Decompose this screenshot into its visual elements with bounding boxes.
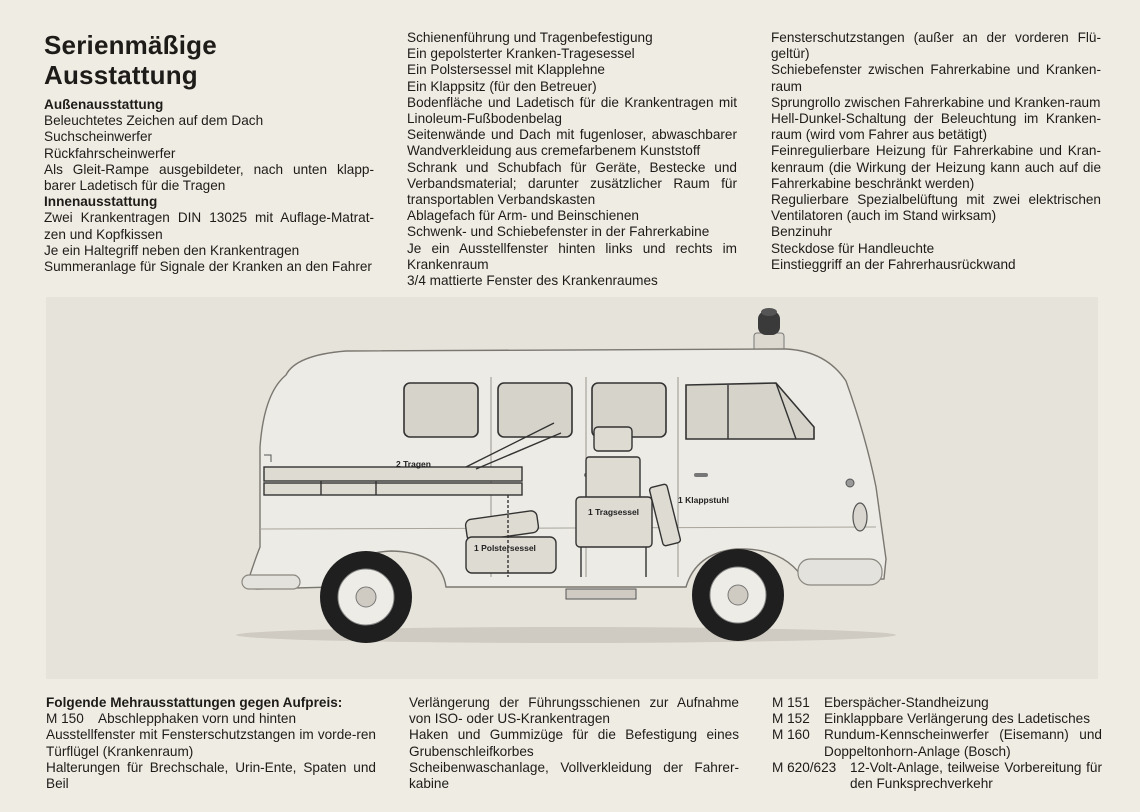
option-code: M 150: [46, 711, 84, 727]
ambulance-cutaway-illustration: [46, 297, 1098, 679]
list-item: Regulierbare Spezialbelüftung mit zwei elektrischen Ventilatoren (auch im Stand wirksam): [771, 192, 1101, 224]
page-title: [44, 30, 374, 90]
list-item: Je ein Ausstellfenster hinten links und rechts im Krankenraum: [407, 240, 737, 272]
options-heading: Folgende Mehrausstattungen gegen Aufpreis:: [46, 695, 343, 710]
option-row: [772, 727, 1102, 759]
side-window: [404, 383, 478, 437]
label-folding-seat: 1 Klappstuhl: [678, 495, 730, 505]
list-item: Sprungrollo zwischen Fahrerkabine und Kranken-raum: [771, 94, 1101, 110]
list-item: Ein gepolsterter Kranken-Tragesessel: [407, 46, 635, 62]
option-row: [772, 695, 1102, 711]
option-text: Ausstellfenster mit Fensterschutzstangen im vorde-ren Türflügel (Krankenraum): [46, 727, 376, 759]
option-code: M 160: [772, 727, 810, 743]
option-text: Einklappbare Verlängerung des Ladetisches: [824, 711, 1091, 727]
label-carry-chair: 1 Tragsessel: [588, 507, 640, 517]
list-item: Fensterschutzstangen (außer an der vorderen Flü-geltür): [771, 30, 1101, 62]
list-item: Beleuchtetes Zeichen auf dem Dach: [44, 113, 264, 129]
option-text: Haken und Gummizüge für die Befestigung eines Grubenschleifkorbes: [409, 727, 739, 759]
list-item: Ein Polstersessel mit Klapplehne: [407, 62, 605, 78]
option-text: Abschlepphaken vorn und hinten: [98, 711, 297, 727]
title-line-2: Ausstattung: [44, 60, 198, 90]
side-window: [498, 383, 572, 437]
list-item: Zwei Krankentragen DIN 13025 mit Auflage-Matrat-zen und Kopfkissen: [44, 210, 374, 242]
list-item: Schwenk- und Schiebefenster in der Fahrerkabine: [407, 224, 710, 240]
list-item: Summeranlage für Signale der Kranken an den Fahrer: [44, 259, 372, 275]
list-item: Ein Klappsitz (für den Betreuer): [407, 78, 597, 94]
list-item: Suchscheinwerfer: [44, 129, 153, 145]
option-row: [772, 711, 1102, 727]
front-wheel: [692, 549, 784, 641]
label-stretchers: 2 Tragen: [396, 459, 431, 469]
option-text: Verlängerung der Führungsschienen zur Aufnahme von ISO- oder US-Krankentragen: [409, 695, 739, 727]
list-item: Schiebefenster zwischen Fahrerkabine und Kranken-raum: [771, 62, 1101, 94]
rear-wheel: [320, 551, 412, 643]
list-item: Als Gleit-Rampe ausgebildeter, nach unten klapp-barer Ladetisch für die Tragen: [44, 161, 374, 194]
options-column-1: [46, 695, 376, 792]
front-bumper: [798, 559, 882, 585]
list-item: Rückfahrscheinwerfer: [44, 145, 176, 161]
list-item: 3/4 mattierte Fenster des Krankenraumes: [407, 273, 658, 289]
ambulance-van-photo: [46, 297, 1098, 679]
indicator-icon: [846, 479, 854, 487]
option-text: 12-Volt-Anlage, teilweise Vorbereitung für den Funksprechverkehr: [850, 759, 1102, 792]
title-line-1: Serienmäßige: [44, 30, 217, 60]
list-item: Benzinuhr: [771, 224, 833, 240]
option-text: Scheibenwaschanlage, Vollverkleidung der Fahrer-kabine: [409, 759, 739, 792]
option-text: Halterungen für Brechschale, Urin-Ente, Spaten und Beil: [46, 759, 376, 792]
options-column-2: [409, 695, 739, 792]
exterior-heading: Außenausstattung: [44, 97, 164, 112]
option-text: Rundum-Kennscheinwerfer (Eisemann) und Doppeltonhorn-Anlage (Bosch): [824, 727, 1102, 759]
rear-bumper: [242, 575, 300, 589]
list-item: Bodenfläche und Ladetisch für die Krankentragen mit Linoleum-Fußbodenbelag: [407, 94, 737, 127]
list-item: Seitenwände und Dach mit fugenloser, abwaschbarer Wandverkleidung aus cremefarbenem Kunststoff: [407, 127, 737, 159]
list-item: Je ein Haltegriff neben den Krankentragen: [44, 242, 300, 258]
option-text: Eberspächer-Standheizung: [824, 695, 989, 710]
list-item: Schrank und Schubfach für Geräte, Bestecke und Verbandsmaterial; darunter zusätzlicher Raum für transportablen Verbandskasten: [407, 159, 737, 208]
list-item: Steckdose für Handleuchte: [771, 240, 935, 256]
interior-heading: Innenausstattung: [44, 194, 158, 210]
roof-beacon-icon: [754, 308, 784, 355]
headlight-icon: [853, 503, 867, 531]
options-column-3: [772, 695, 1102, 792]
option-row: [46, 711, 376, 727]
option-row: [772, 760, 1102, 792]
label-upholstered-chair: 1 Polstersessel: [474, 543, 536, 553]
option-code: M 151: [772, 695, 810, 710]
standard-equipment-column-2: [407, 30, 737, 289]
list-item: Feinregulierbare Heizung für Fahrerkabine und Kran-kenraum (die Wirkung der Heizung kann auch auf die Fahrerkabine beschränkt werden): [771, 143, 1101, 191]
list-item: Schienenführung und Tragenbefestigung: [407, 30, 653, 45]
standard-equipment-column-3: [771, 30, 1101, 273]
option-code: M 620/623: [772, 759, 837, 775]
option-code: M 152: [772, 711, 810, 727]
standard-equipment-column-1: [44, 97, 374, 275]
list-item: Hell-Dunkel-Schaltung der Beleuchtung im Kranken-raum (wird vom Fahrer aus betätigt): [771, 111, 1101, 143]
list-item: Einstieggriff an der Fahrerhausrückwand: [771, 256, 1016, 272]
list-item: Ablagefach für Arm- und Beinschienen: [407, 208, 639, 224]
